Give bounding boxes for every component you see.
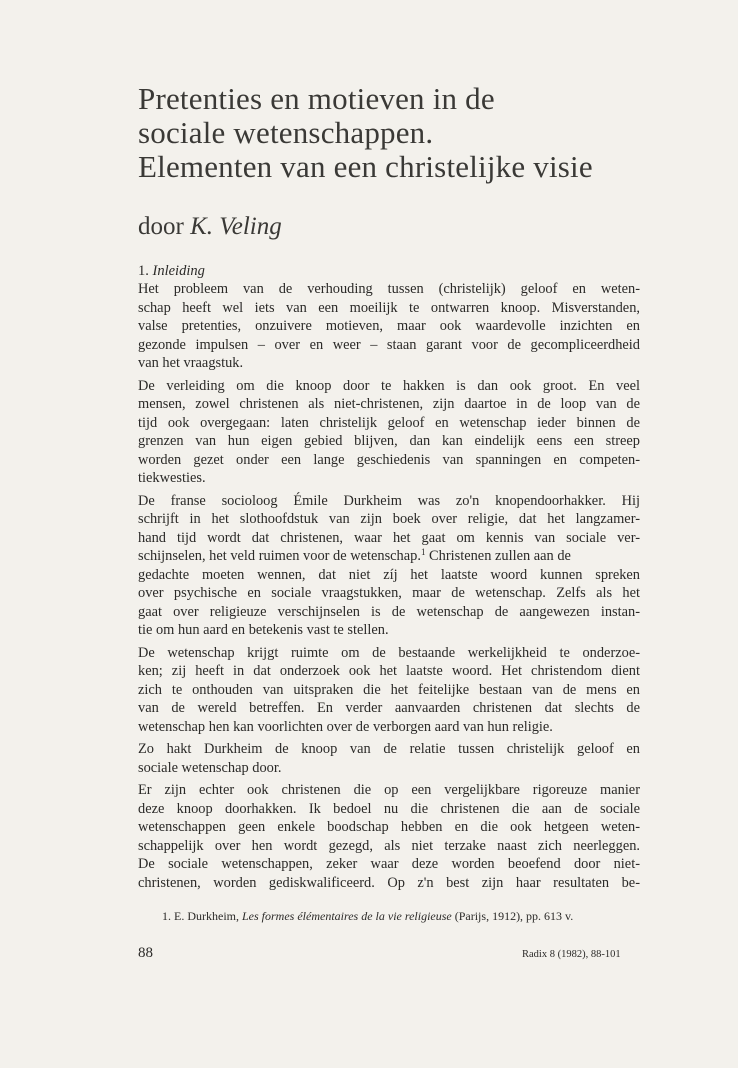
body-line: De sociale wetenschappen, zeker waar deze worden beoefend door niet- <box>138 856 640 872</box>
body-line: sociale wetenschap door. <box>138 759 282 776</box>
body-line: deze knoop doorhakken. Ik bedoel nu die christenen die aan de sociale <box>138 800 640 817</box>
footnote <box>162 908 573 924</box>
body-line-part: schijnselen, het veld ruimen voor de wetenschap. <box>138 548 421 564</box>
body-line: valse pretenties, onzuivere motieven, maar ook waardevolle inzichten en <box>138 318 640 334</box>
footnote-author: E. Durkheim, <box>174 909 239 923</box>
author-line <box>138 212 282 242</box>
article-title <box>138 82 698 184</box>
body-line: van het vraagstuk. <box>138 355 244 371</box>
body-line: tiekwesties. <box>138 470 206 486</box>
section-heading <box>138 262 205 280</box>
body-line: gedachte moeten wennen, dat niet zíj het laatste woord kunnen spreken <box>138 566 640 583</box>
author-name: K. Veling <box>190 213 282 240</box>
journal-reference: Radix 8 (1982), 88-101 <box>522 949 621 960</box>
body-line: Zo hakt Durkheim de knoop van de relatie tussen christelijk geloof en <box>138 741 640 757</box>
section-title: Inleiding <box>152 263 205 279</box>
body-line: schrijft in het slothoofdstuk van zijn boek over religie, dat het langzamer- <box>138 511 640 527</box>
body-text <box>138 280 640 892</box>
body-line: zich te onthouden van uitspraken die het feitelijke bestaan van de mens en <box>138 681 640 698</box>
body-line: gaat over religieuze verschijnselen is de wetenschap de aangewezen instan- <box>138 603 640 620</box>
body-line: De franse socioloog Émile Durkheim was zo'n knopendoorhakker. Hij <box>138 492 640 509</box>
body-line: grenzen van hun eigen gebied blijven, dan kan eindelijk eens een streep <box>138 433 640 449</box>
body-line: tie om hun aard en betekenis vast te stellen. <box>138 622 389 638</box>
body-line: christenen, worden gediskwalificeerd. Op z'n best zijn haar resultaten be- <box>138 874 640 891</box>
body-line: over psychische en sociale vraagstukken, maar de wetenschap. Zelfs als het <box>138 585 640 601</box>
body-line: De wetenschap krijgt ruimte om de bestaande werkelijkheid te onderzoe- <box>138 644 640 661</box>
body-line: schappelijk over hen wordt gezegd, als niet terzake naast zich neerleggen. <box>138 837 640 854</box>
title-line-3: Elementen van een christelijke visie <box>138 149 593 184</box>
author-prefix: door <box>138 213 184 240</box>
footnote-book-title: Les formes élémentaires de la vie religieuse <box>242 909 452 923</box>
footnote-number: 1. <box>162 909 171 923</box>
body-line: Het probleem van de verhouding tussen (christelijk) geloof en weten- <box>138 281 640 297</box>
body-line: mensen, zowel christenen als niet-christenen, zijn daartoe in de loop van de <box>138 396 640 412</box>
body-line-part: Christenen zullen aan de <box>429 548 571 564</box>
title-line-1: Pretenties en motieven in de <box>138 81 495 116</box>
title-line-2: sociale wetenschappen. <box>138 115 434 150</box>
body-line: van de wereld betreffen. En verder aanvaarden christenen dat slechts de <box>138 700 640 716</box>
body-line: wetenschappen geen enkele boodschap hebben en die ook hetgeen weten- <box>138 819 640 835</box>
body-line: worden gezet onder een lange geschiedenis van spanningen en competen- <box>138 451 640 468</box>
body-line: hand tijd wordt dat christenen, waar het gaat om kennis van sociale ver- <box>138 529 640 546</box>
section-number: 1. <box>138 263 149 279</box>
body-line: De verleiding om die knoop door te hakken is dan ook groot. En veel <box>138 377 640 394</box>
body-line: wetenschap hen kan voorlichten over de verborgen aard van hun religie. <box>138 718 553 735</box>
footnote-details: (Parijs, 1912), pp. 613 v. <box>454 909 574 923</box>
body-line: schap heeft wel iets van een moeilijk te ontwarren knoop. Misverstanden, <box>138 299 640 316</box>
body-line: gezonde impulsen – over en weer – staan garant voor de gecompliceerdheid <box>138 336 640 353</box>
body-line: ken; zij heeft in dat onderzoek ook het laatste woord. Het christendom dient <box>138 663 640 679</box>
page-number: 88 <box>138 945 153 961</box>
body-line: Er zijn echter ook christenen die op een vergelijkbare rigoreuze manier <box>138 782 640 798</box>
footnote-reference[interactable]: 1 <box>420 547 426 557</box>
body-line <box>138 547 640 566</box>
body-line: tijd ook overgegaan: laten christelijk geloof en wetenschap ieder binnen de <box>138 414 640 431</box>
